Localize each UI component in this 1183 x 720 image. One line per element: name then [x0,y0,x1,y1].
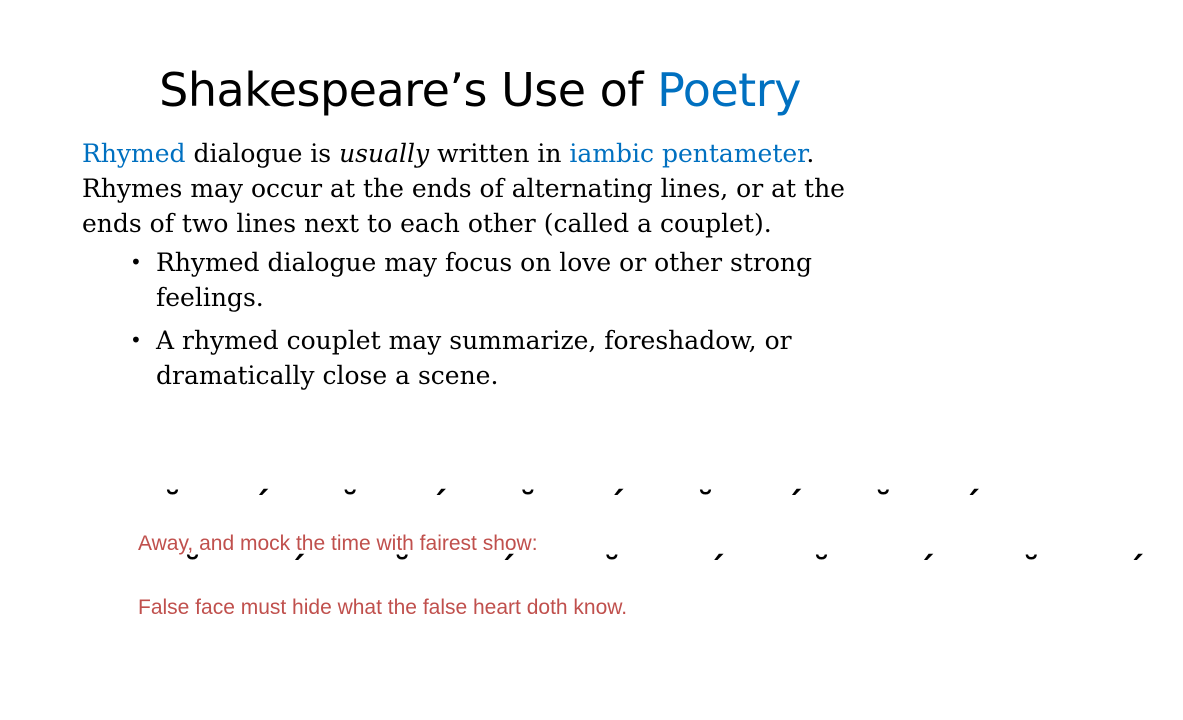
bullet-item: • Rhymed dialogue may focus on love or other strong feelings. [156,245,882,315]
slide-body [82,136,882,401]
bullet-item: • A rhymed couplet may summarize, foreshadow, or dramatically close a scene. [156,323,882,393]
term-iambic-pentameter: iambic pentameter [569,139,807,168]
intro-text-1: dialogue is [185,139,340,168]
scansion-marks-line-2: ˘ ´ ˘ ´ ˘ ´ ˘ ´ ˘ ´ [184,550,1183,590]
verse-line-1: Away, and mock the time with fairest show: [138,532,538,555]
verse-line-2: False face must hide what the false heart doth know. [138,596,628,619]
intro-paragraph [82,136,882,241]
intro-text-3: . Rhymes may occur at the ends of alternating lines, or at the ends of two lines next to each other (called a couplet). [82,139,845,238]
term-usually: usually [339,139,430,168]
scansion-marks-line-1: ˘ ´ ˘ ´ ˘ ´ ˘ ´ ˘ ´ [164,485,1011,525]
title-accent: Poetry [657,63,801,117]
bullet-list [82,245,882,393]
term-rhymed: Rhymed [82,139,186,168]
title-text: Shakespeare’s Use of [159,63,658,117]
slide-title [0,60,960,120]
intro-text-2: written in [429,139,570,168]
